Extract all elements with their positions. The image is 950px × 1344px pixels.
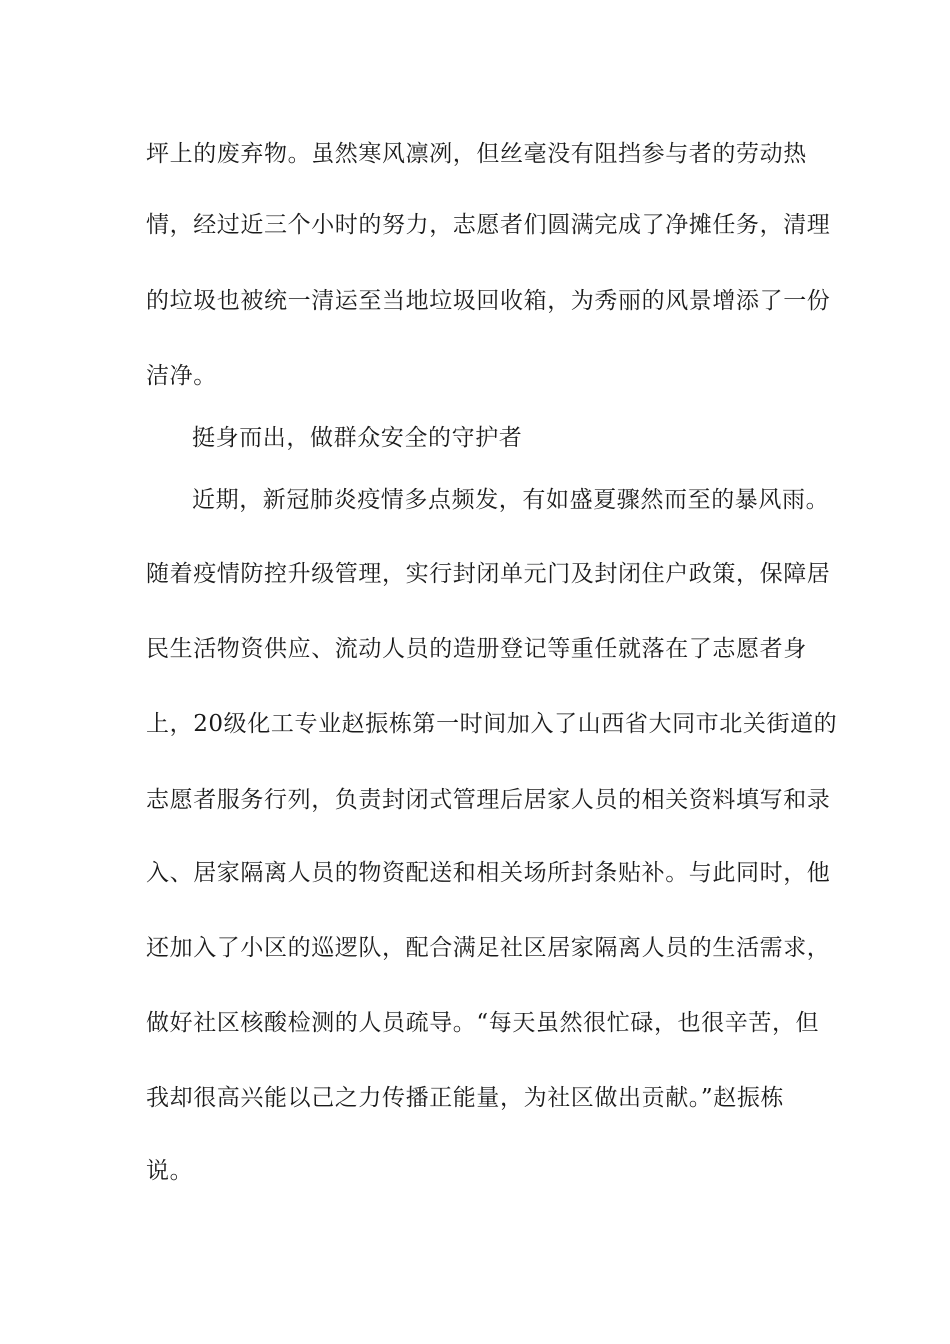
text-line: 入、居家隔离人员的物资配送和相关场所封条贴补。与此同时，他 xyxy=(146,860,831,886)
text-line: 洁净。 xyxy=(146,363,217,389)
text-line: 近期，新冠肺炎疫情多点频发，有如盛夏骤然而至的暴风雨。 xyxy=(192,487,830,513)
text-line: 随着疫情防控升级管理，实行封闭单元门及封闭住户政策，保障居 xyxy=(146,561,831,587)
text-line: 做好社区核酸检测的人员疏导。“每天虽然很忙碌，也很辛苦，但 xyxy=(146,1010,820,1036)
text-line: 还加入了小区的巡逻队，配合满足社区居家隔离人员的生活需求， xyxy=(146,935,831,961)
section-heading: 挺身而出，做群众安全的守护者 xyxy=(192,425,523,451)
text-line: 我却很高兴能以己之力传播正能量，为社区做出贡献。”赵振栋 xyxy=(146,1085,785,1111)
text-line: 上，20级化工专业赵振栋第一时间加入了山西省大同市北关街道的 xyxy=(146,711,838,737)
text-line: 民生活物资供应、流动人员的造册登记等重任就落在了志愿者身 xyxy=(146,636,807,662)
text-line: 情，经过近三个小时的努力，志愿者们圆满完成了净摊任务，清理 xyxy=(146,212,831,238)
text-line: 的垃圾也被统一清运至当地垃圾回收箱，为秀丽的风景增添了一份 xyxy=(146,288,831,314)
text-line: 说。 xyxy=(146,1158,194,1184)
text-line: 志愿者服务行列，负责封闭式管理后居家人员的相关资料填写和录 xyxy=(146,787,831,813)
text-line: 坪上的废弃物。虽然寒风凛冽，但丝毫没有阻挡参与者的劳动热 xyxy=(146,141,807,167)
